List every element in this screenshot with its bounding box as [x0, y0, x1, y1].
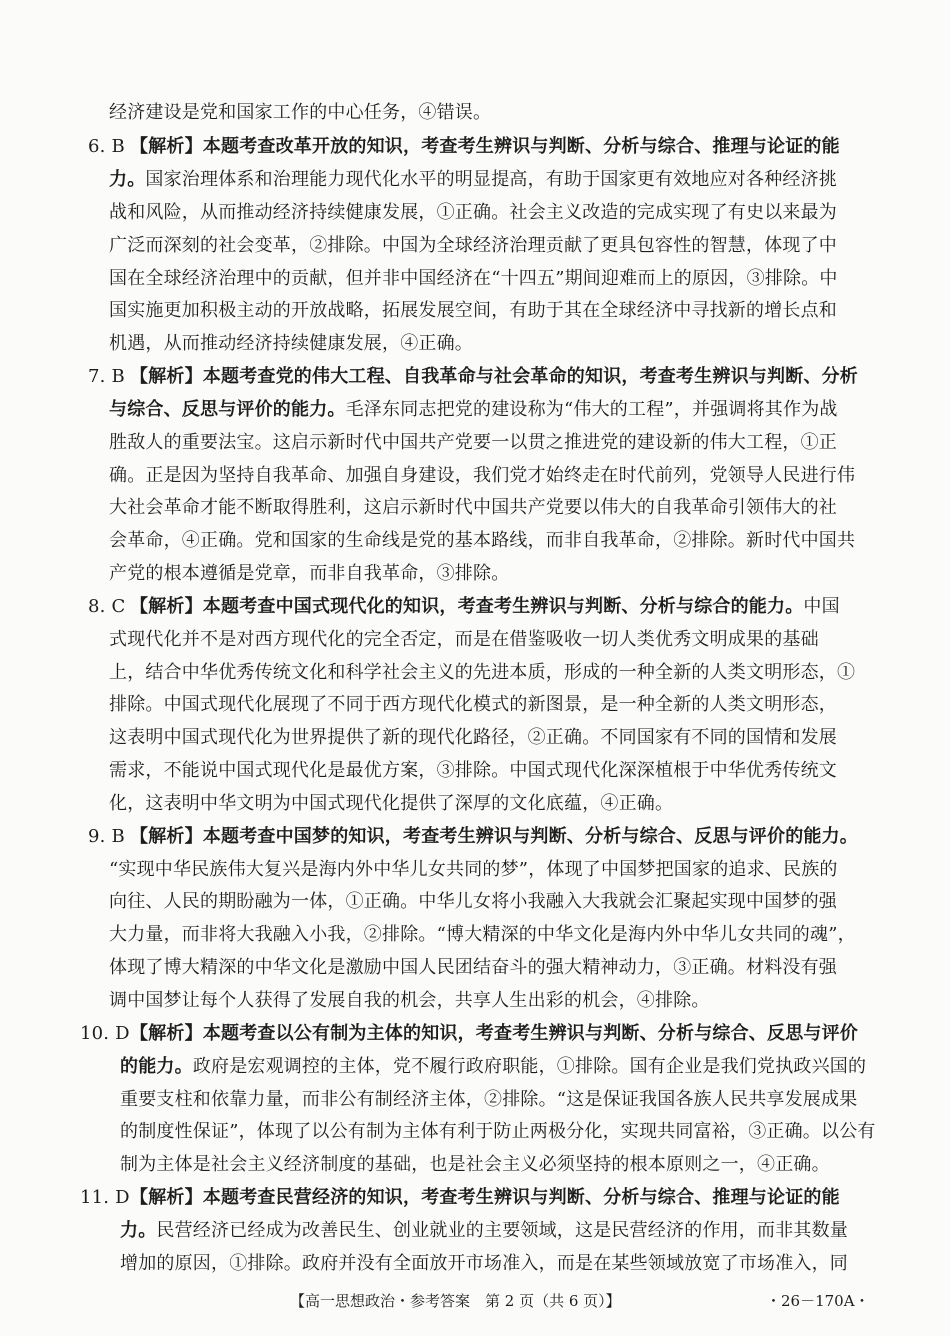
q11-bold-tail: 力。: [120, 1220, 157, 1241]
q9-line-5: 体现了博大精深的中华文化是激励中国人民团结奋斗的强大精神动力，③正确。材料没有强: [109, 957, 837, 978]
q6-line-3: 战和风险，从而推动经济持续健康发展，①正确。社会主义改造的完成实现了有史以来最为: [109, 202, 837, 223]
q6-line-4: 广泛而深刻的社会变革，②排除。中国为全球经济治理贡献了更具包容性的智慧，体现了中: [109, 235, 837, 256]
q7-analysis-tag: 【解析】本题考查党的伟大工程、自我革命与社会革命的知识，考查考生辨识与判断、分析: [130, 366, 858, 387]
q8-line-7: 化，这表明中华文明为中国式现代化提供了深厚的文化底蕴，④正确。: [109, 793, 674, 814]
q9-number: 9. B: [88, 826, 125, 847]
q11-analysis-tag: 【解析】本题考查民营经济的知识，考查考生辨识与判断、分析与综合、推理与论证的能: [130, 1187, 840, 1208]
q8-tail: 中国: [803, 596, 840, 617]
q11-number: 11. D: [80, 1187, 130, 1208]
q10-line-1: [80, 1022, 858, 1046]
q11-text: 民营经济已经成为改善民生、创业就业的主要领域，这是民营经济的作用，而非其数量: [156, 1220, 849, 1241]
q9-line-6: 调中国梦让每个人获得了发展自我的机会，共享人生出彩的机会，④排除。: [109, 990, 710, 1011]
q11-line-1: [80, 1186, 840, 1210]
q6-number: 6. B: [88, 136, 125, 157]
q7-line-1: [88, 365, 858, 389]
q6-line-7: 机遇，从而推动经济持续健康发展，④正确。: [109, 333, 473, 354]
q11-line-2: [120, 1219, 848, 1243]
q8-number: 8. C: [88, 596, 126, 617]
q10-analysis-tag: 【解析】本题考查以公有制为主体的知识，考查考生辨识与判断、分析与综合、反思与评价: [130, 1023, 858, 1044]
q8-line-5: 这表明中国式现代化为世界提供了新的现代化路径，②正确。不同国家有不同的国情和发展: [109, 727, 837, 748]
q8-analysis-tag: 【解析】本题考查中国式现代化的知识，考查考生辨识与判断、分析与综合的能力。: [130, 596, 804, 617]
q9-analysis-tag: 【解析】本题考查中国梦的知识，考查考生辨识与判断、分析与综合、反思与评价的能力。: [130, 826, 858, 847]
footer-title: 【高一思想政治・参考答案 第 2 页（共 6 页）】: [290, 1292, 621, 1310]
q10-line-4: 的制度性保证”，体现了以公有制为主体有利于防止两极分化，实现共同富裕，③正确。以公有: [120, 1121, 876, 1142]
q6-line-1: [88, 135, 840, 159]
q9-line-2: “实现中华民族伟大复兴是海内外中华儿女共同的梦”，体现了中国梦把国家的追求、民族的: [109, 859, 838, 880]
q6-text: 国家治理体系和治理能力现代化水平的明显提高，有助于国家更有效地应对各种经济挑: [145, 169, 838, 190]
q8-line-3: 上，结合中华优秀传统文化和科学社会主义的先进本质，形成的一种全新的人类文明形态，①: [109, 662, 856, 683]
q10-line-5: 制为主体是社会主义经济制度的基础，也是社会主义必须坚持的根本原则之一，④正确。: [120, 1154, 830, 1175]
q10-line-3: 重要支柱和依靠力量，而非公有制经济主体，②排除。“这是保证我国各族人民共享发展成果: [120, 1089, 858, 1110]
q10-line-2: [120, 1055, 866, 1079]
q7-number: 7. B: [88, 366, 125, 387]
q8-line-4: 排除。中国式现代化展现了不同于西方现代化模式的新图景，是一种全新的人类文明形态，: [109, 694, 837, 715]
q9-line-1: [88, 825, 858, 849]
q6-line-2: [109, 168, 837, 192]
q10-number: 10. D: [80, 1023, 130, 1044]
q7-bold-tail: 与综合、反思与评价的能力。: [109, 399, 346, 420]
q7-line-3: 胜敌人的重要法宝。这启示新时代中国共产党要一以贯之推进党的建设新的伟大工程，①正: [109, 432, 837, 453]
q7-line-6: 会革命，④正确。党和国家的生命线是党的基本路线，而非自我革命，②排除。新时代中国共: [109, 530, 856, 551]
q7-text: 毛泽东同志把党的建设称为“伟大的工程”，并强调将其作为战: [345, 399, 838, 420]
q7-line-2: [109, 398, 838, 422]
q6-line-6: 国实施更加积极主动的开放战略，拓展发展空间，有助于其在全球经济中寻找新的增长点和: [109, 300, 837, 321]
q9-line-3: 向往、人民的期盼融为一体，①正确。中华儿女将小我融入大我就会汇聚起实现中国梦的强: [109, 891, 837, 912]
footer-code: ・26－170A・: [766, 1292, 870, 1310]
q6-line-5: 国在全球经济治理中的贡献，但并非中国经济在“十四五”期间迎难而上的原因，③排除。中: [109, 268, 838, 289]
q8-line-1: [88, 595, 840, 619]
q9-line-4: 大力量，而非将大我融入小我，②排除。“博大精深的中华文化是海内外中华儿女共同的魂”，: [109, 924, 856, 945]
q10-bold-tail: 的能力。: [120, 1056, 193, 1077]
q8-line-6: 需求，不能说中国式现代化是最优方案，③排除。中国式现代化深深植根于中华优秀传统文: [109, 760, 837, 781]
q7-line-5: 大社会革命才能不断取得胜利，这启示新时代中国共产党要以伟大的自我革命引领伟大的社: [109, 497, 837, 518]
q6-analysis-tag: 【解析】本题考查改革开放的知识，考查考生辨识与判断、分析与综合、推理与论证的能: [130, 136, 840, 157]
q6-bold-tail: 力。: [109, 169, 146, 190]
q7-line-7: 产党的根本遵循是党章，而非自我革命，③排除。: [109, 563, 510, 584]
q8-line-2: 式现代化并不是对西方现代化的完全否定，而是在借鉴吸收一切人类优秀文明成果的基础: [109, 629, 819, 650]
q11-line-3: 增加的原因，①排除。政府并没有全面放开市场准入，而是在某些领域放宽了市场准入，同: [120, 1253, 848, 1274]
q7-line-4: 确。正是因为坚持自我革命、加强自身建设，我们党才始终走在时代前列，党领导人民进行伟: [109, 465, 856, 486]
q10-text: 政府是宏观调控的主体，党不履行政府职能，①排除。国有企业是我们党执政兴国的: [192, 1056, 867, 1077]
intro-line: 经济建设是党和国家工作的中心任务，④错误。: [109, 102, 492, 123]
